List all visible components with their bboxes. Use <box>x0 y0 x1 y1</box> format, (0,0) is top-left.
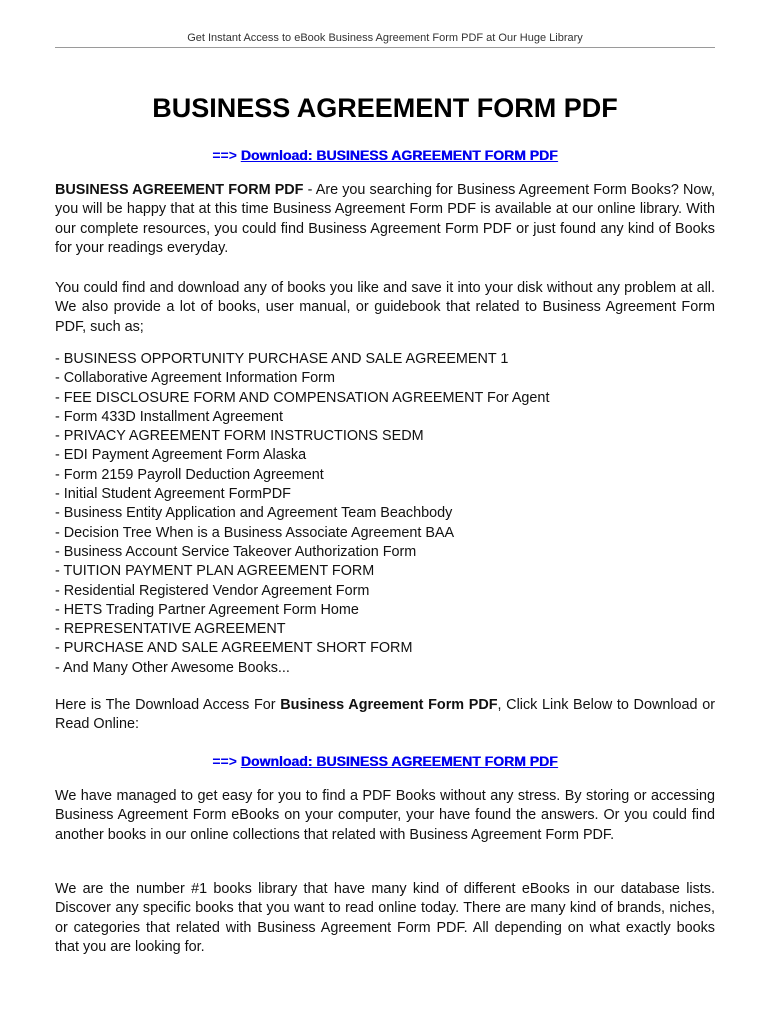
library-paragraph: We are the number #1 books library that have many kind of different eBooks in our database lists. Discover any specific books that you want to read online today. There are many kind of brands, niches, or categories that related with Business Agreement Form PDF. All depending on what exactly books that you are looking for. <box>55 881 715 955</box>
download-line-bottom <box>55 752 715 770</box>
list-item: - Business Entity Application and Agreement Team Beachbody <box>55 505 453 522</box>
download-link-bottom[interactable]: Download: BUSINESS AGREEMENT FORM PDF <box>240 753 558 769</box>
download-arrow: ==> <box>212 147 237 163</box>
list-item: - Residential Registered Vendor Agreement Form <box>55 582 370 599</box>
download-arrow: ==> <box>212 753 237 769</box>
page-title: BUSINESS AGREEMENT FORM PDF <box>152 93 618 123</box>
list-item: - Collaborative Agreement Information Form <box>55 370 335 387</box>
access-prefix: Here is The Download Access For <box>55 697 281 713</box>
list-item: - And Many Other Awesome Books... <box>55 659 290 676</box>
list-item: - Form 433D Installment Agreement <box>55 408 283 425</box>
intro-paragraph <box>55 181 715 258</box>
list-item: - Form 2159 Payroll Deduction Agreement <box>55 466 324 483</box>
list-item: - Business Account Service Takeover Authorization Form <box>55 543 417 560</box>
download-link-top[interactable]: Download: BUSINESS AGREEMENT FORM PDF <box>240 147 558 163</box>
header-divider <box>55 47 715 48</box>
list-item: - HETS Trading Partner Agreement Form Home <box>55 601 359 618</box>
access-bold: Business Agreement Form PDF <box>280 697 498 713</box>
intro-bold-lead: BUSINESS AGREEMENT FORM PDF <box>55 182 304 198</box>
list-item: - Initial Student Agreement FormPDF <box>55 486 291 503</box>
running-header: Get Instant Access to eBook Business Agreement Form PDF at Our Huge Library <box>187 32 583 44</box>
list-item: - REPRESENTATIVE AGREEMENT <box>55 621 286 638</box>
list-item: - TUITION PAYMENT PLAN AGREEMENT FORM <box>55 563 375 580</box>
list-item: - PRIVACY AGREEMENT FORM INSTRUCTIONS SEDM <box>55 428 424 445</box>
list-item: - EDI Payment Agreement Form Alaska <box>55 447 307 464</box>
list-item: - Decision Tree When is a Business Associate Agreement BAA <box>55 524 455 541</box>
related-books-paragraph: You could find and download any of books you like and save it into your disk without any problem at all. We also provide a lot of books, user manual, or guidebook that related to Business Agreement Form PDF, such as; <box>55 280 715 335</box>
related-books-list <box>55 350 715 678</box>
access-suffix: , Click Link Below to Download or Read Online: <box>55 697 715 733</box>
intro-text: - Are you searching for Business Agreement Form Books? Now, you will be happy that at this time Business Agreement Form PDF is available at our online library. With our complete resources, you could find Business Agreement Form PDF or just found any kind of Books for your readings everyday. <box>55 182 715 256</box>
download-line-top <box>55 146 715 164</box>
storage-paragraph: We have managed to get easy for you to find a PDF Books without any stress. By storing or accessing Business Agreement Form eBooks on your computer, your have found the answers. Or you could find another books in our online collections that related with Business Agreement Form PDF. <box>55 788 715 843</box>
list-item: - PURCHASE AND SALE AGREEMENT SHORT FORM <box>55 640 413 657</box>
download-access-paragraph <box>55 696 715 735</box>
list-item: - FEE DISCLOSURE FORM AND COMPENSATION AGREEMENT For Agent <box>55 389 550 406</box>
list-item: - BUSINESS OPPORTUNITY PURCHASE AND SALE AGREEMENT 1 <box>55 351 509 367</box>
